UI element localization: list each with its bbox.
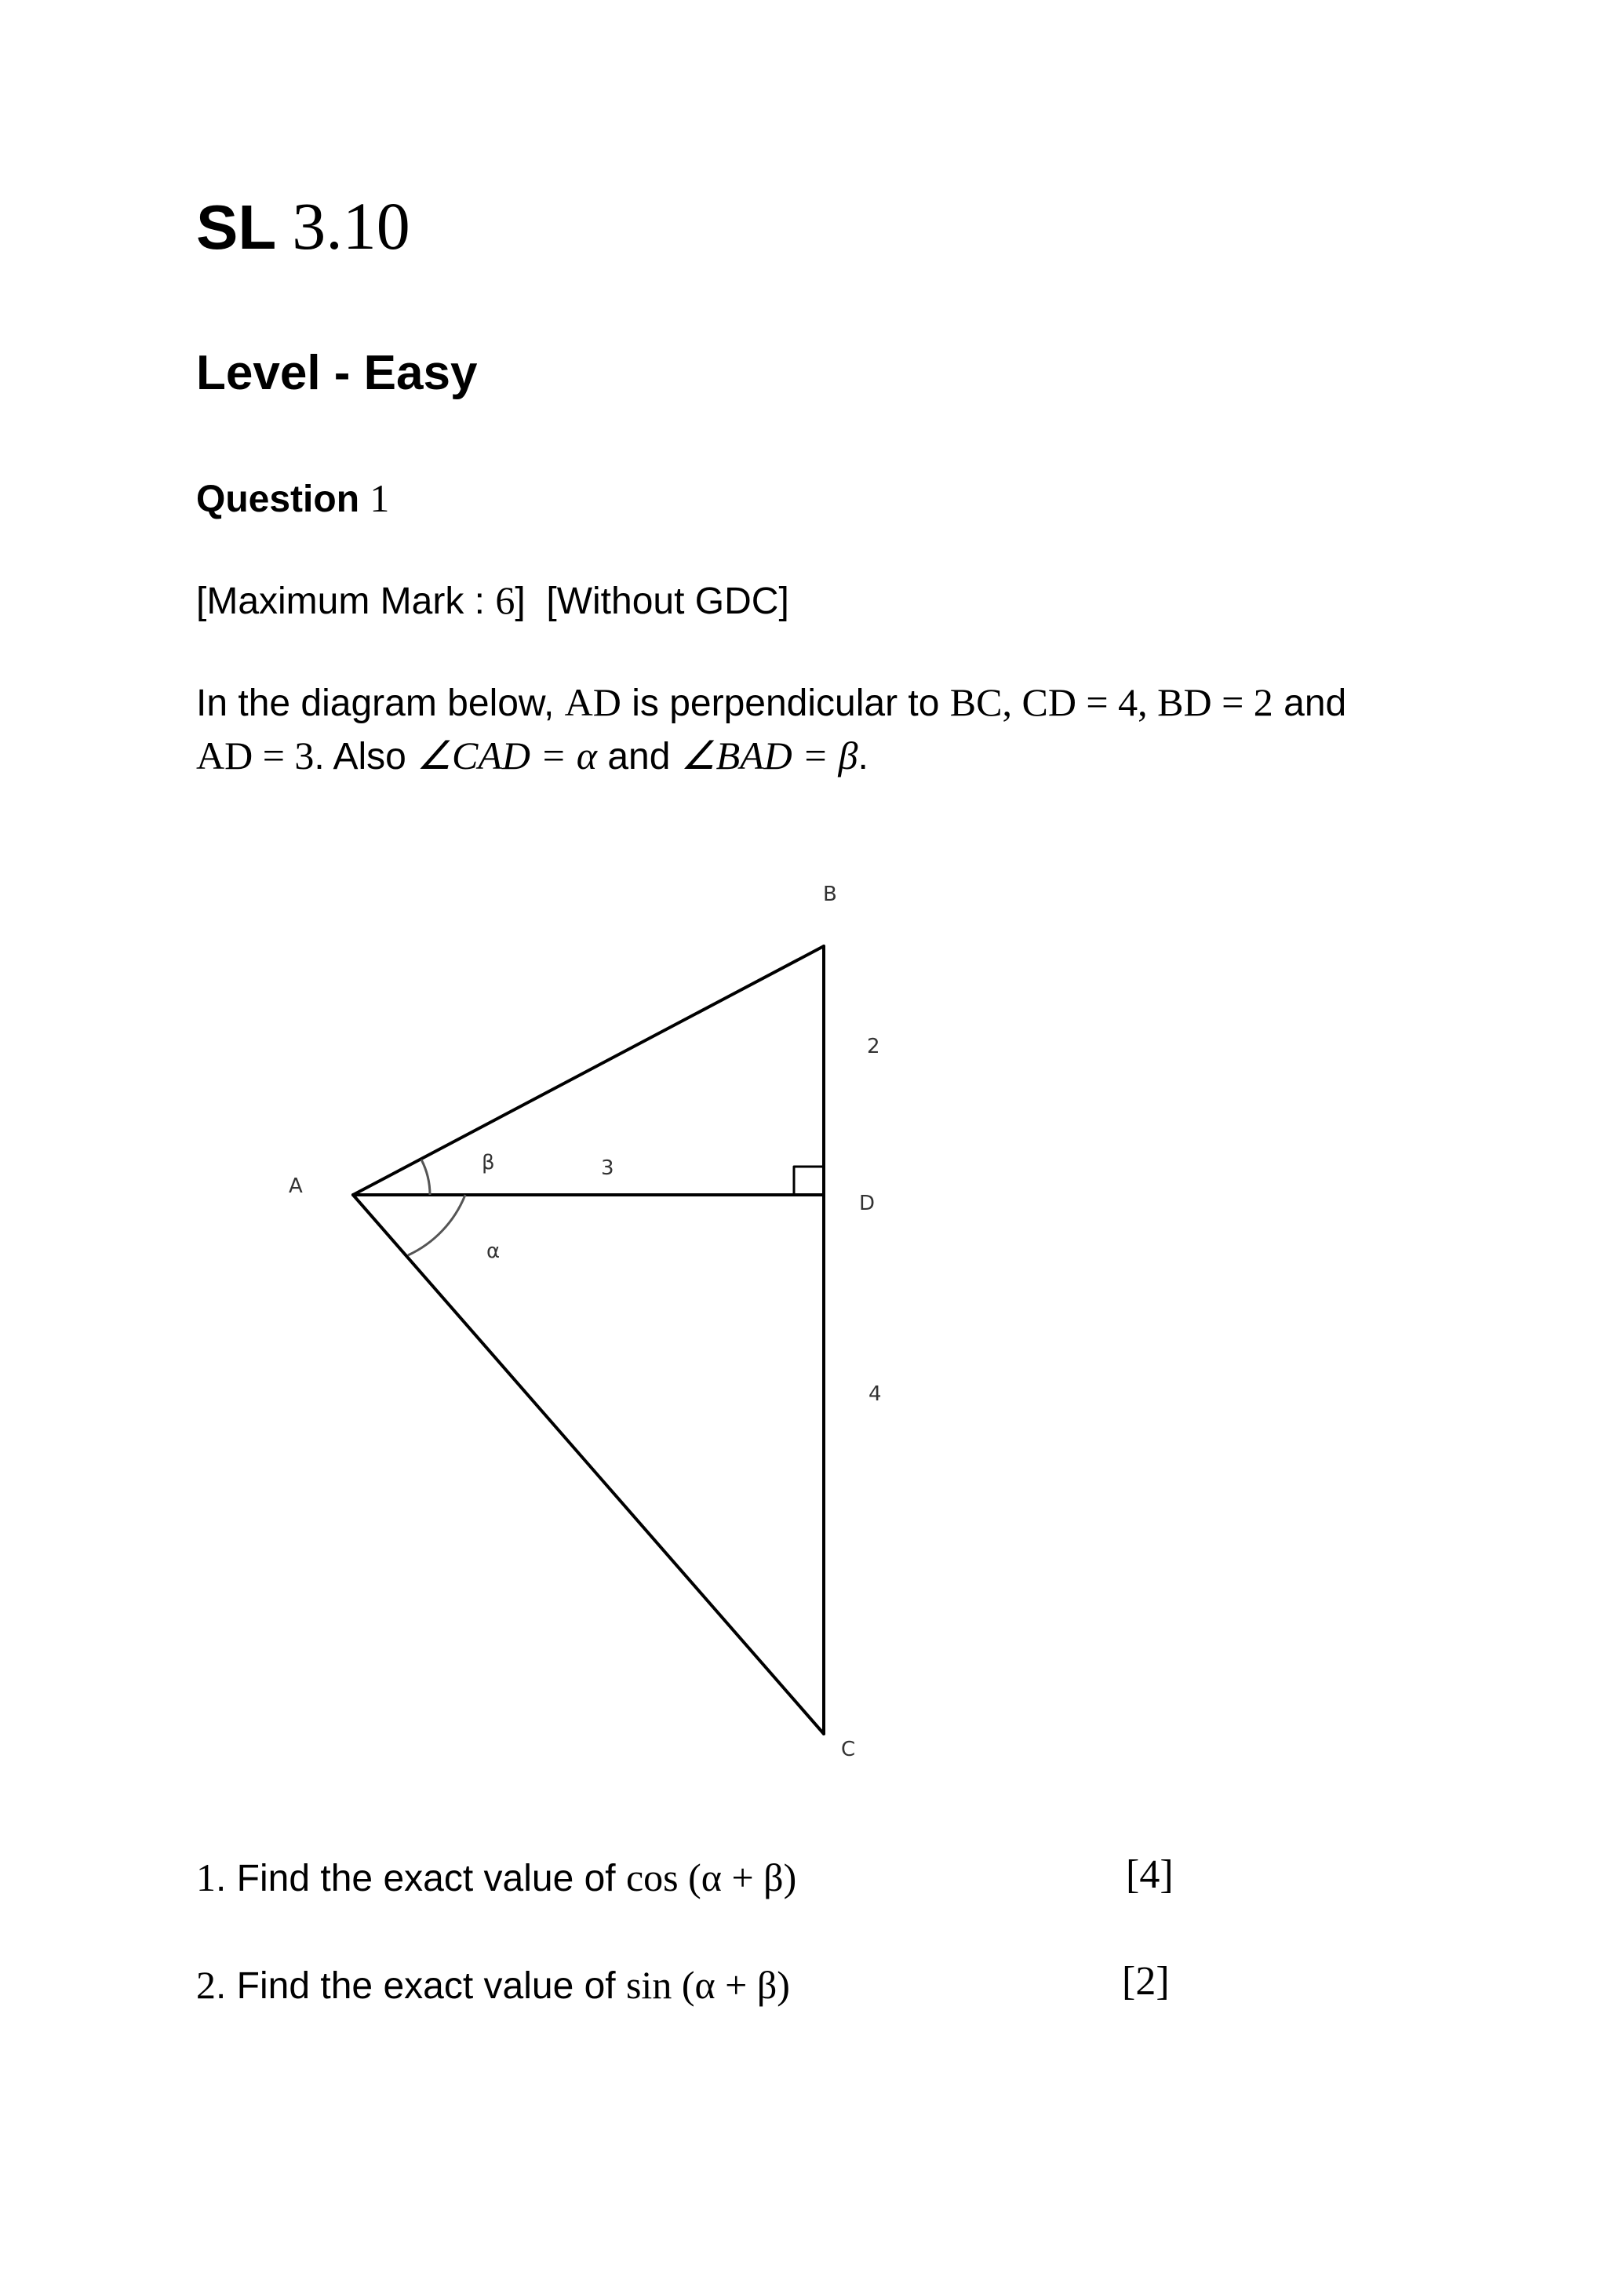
question-number: 1 — [370, 476, 390, 520]
stem-text: . Also — [314, 736, 406, 777]
max-mark-value: 6 — [495, 578, 515, 622]
stem-math: AD — [564, 680, 621, 724]
label-c: C — [841, 1738, 856, 1761]
label-bd-length: 2 — [867, 1035, 880, 1058]
sub-question-1 — [196, 1855, 797, 1899]
beta-arc — [421, 1160, 430, 1195]
stem-text: and — [607, 736, 671, 777]
label-d: D — [859, 1192, 876, 1215]
side-ac — [353, 1195, 824, 1734]
sub-question-expression: cos (α + β) — [625, 1855, 797, 1899]
title-number: 3.10 — [292, 188, 410, 264]
stem-text: In the diagram below, — [196, 683, 555, 724]
stem-math: AD = 3 — [196, 734, 315, 777]
sub-question-2 — [196, 1965, 790, 2005]
max-mark-suffix: ] — [515, 581, 526, 622]
sub-question-number: 1 — [196, 1855, 216, 1899]
sub-question-expression: sin (α + β) — [625, 1963, 790, 2007]
stem-text: and — [1284, 683, 1347, 724]
stem-text: is perpendicular to — [632, 683, 940, 724]
stem-math: BC, CD = 4, BD = 2 — [949, 680, 1273, 724]
stem-text: . — [858, 736, 868, 777]
sub-question-number: 2 — [196, 1963, 216, 2007]
sub-question-text: . Find the exact value of — [216, 1858, 616, 1899]
label-ad-length: 3 — [601, 1156, 614, 1180]
right-angle-marker — [794, 1167, 824, 1195]
stem-math: ∠BAD = β — [680, 734, 858, 777]
sub-question-text: . Find the exact value of — [216, 1965, 616, 2007]
alpha-arc — [408, 1195, 465, 1255]
question-label: Question — [196, 479, 360, 520]
level-heading: Level - Easy — [196, 346, 478, 400]
gdc-note: [Without GDC] — [546, 581, 789, 622]
max-mark-prefix: [Maximum Mark : — [196, 581, 486, 622]
label-beta: β — [482, 1151, 495, 1174]
label-cd-length: 4 — [868, 1382, 882, 1406]
label-a: A — [289, 1174, 303, 1198]
stem-math: ∠CAD = α — [417, 734, 597, 777]
label-b: B — [823, 883, 837, 906]
sub-question-2-marks: [2] — [1122, 1959, 1170, 2004]
side-ab — [353, 946, 824, 1195]
label-alpha: α — [486, 1240, 501, 1263]
title-prefix: SL — [196, 192, 277, 262]
sub-question-1-marks: [4] — [1126, 1852, 1174, 1897]
